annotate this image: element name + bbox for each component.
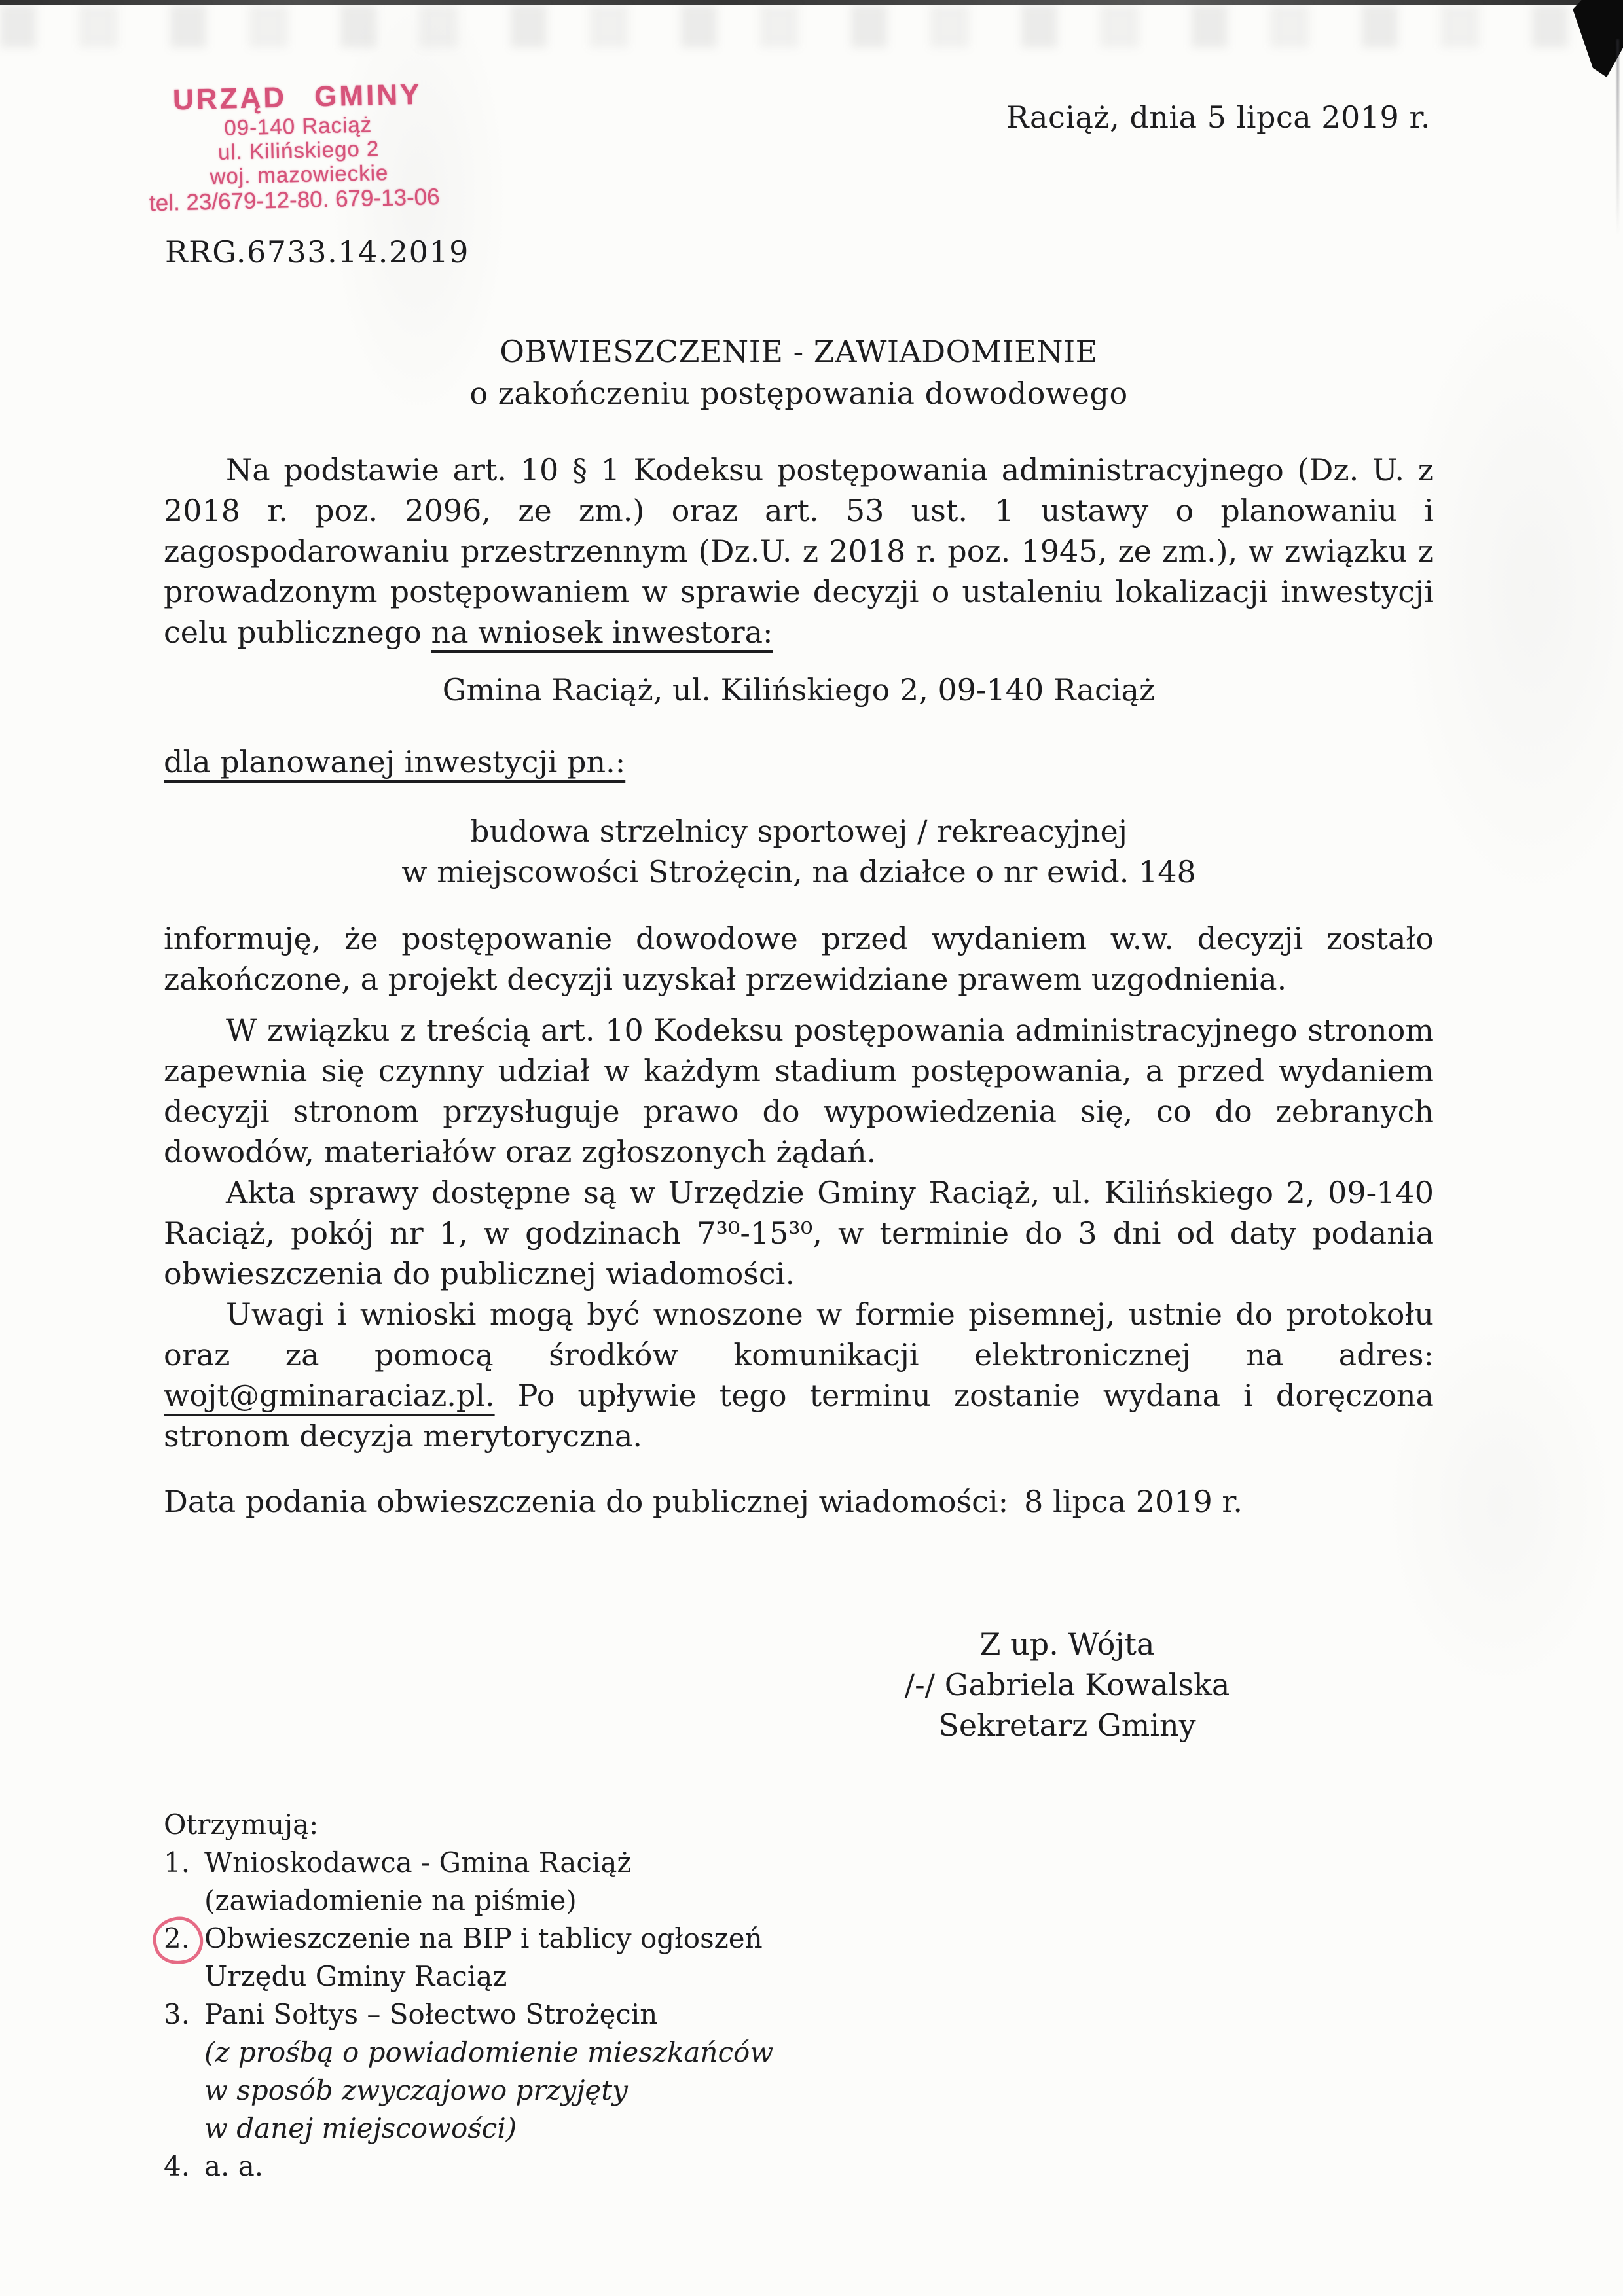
recipient-1-text bbox=[204, 1844, 1434, 1920]
stamp-street: ul. Kilińskiego 2 bbox=[217, 136, 380, 164]
recipient-4-number: 4. bbox=[164, 2150, 191, 2182]
signature-position-line: Sekretarz Gminy bbox=[938, 1708, 1196, 1743]
recipient-4-line1: a. a. bbox=[204, 2150, 264, 2182]
scan-noise-band-artifact bbox=[0, 5, 1623, 48]
recipient-2-number-text: 2. bbox=[164, 1922, 191, 1954]
red-circle-annotation-icon bbox=[149, 1912, 207, 1969]
recipient-2-text bbox=[204, 1920, 1434, 1996]
investor-request-underlined: na wniosek inwestora: bbox=[431, 615, 773, 650]
recipient-item-4 bbox=[164, 2147, 1434, 2185]
recipient-item-1 bbox=[164, 1844, 1434, 1920]
investment-name bbox=[164, 811, 1434, 892]
email-address: wojt@gminaraciaz.pl. bbox=[164, 1378, 495, 1413]
recipient-item-3 bbox=[164, 1996, 1434, 2147]
paragraph-article10: W związku z treścią art. 10 Kodeksu postępowania administracyjnego stronom zapewnia się czynny udział w każdym stadium postępowania, a przed wydaniem decyzji stronom przysługuje prawo do wypowiedzenia się, co do zebranych dowodów, materiałów oraz zgłoszonych żądań. bbox=[164, 1013, 1434, 1170]
publication-date-line bbox=[164, 1481, 1434, 1522]
recipient-2-line1: Obwieszczenie na BIP i tablicy ogłoszeń bbox=[204, 1922, 763, 1954]
stamp-phone: tel. 23/679-12-80. 679-13-06 bbox=[149, 184, 441, 217]
recipient-3-note-line2: w sposób zwyczajowo przyjęty bbox=[204, 2074, 628, 2106]
stamp-office-name: URZĄD GMINY bbox=[172, 78, 422, 117]
case-reference-number: RRG.6733.14.2019 bbox=[165, 234, 469, 270]
recipient-3-number: 3. bbox=[164, 1998, 191, 2030]
paragraph-evidence-complete: informuję, że postępowanie dowodowe przed wydaniem w.w. decyzji zostało zakończone, a projekt decyzji uzyskał przewidziane prawem uzgodnienia. bbox=[164, 921, 1434, 997]
signature-authority-line: Z up. Wójta bbox=[979, 1626, 1155, 1662]
stamp-voivodeship: woj. mazowieckie bbox=[210, 160, 389, 189]
recipient-4-text bbox=[204, 2147, 1434, 2185]
recipient-2-line2: Urzędu Gminy Raciąz bbox=[204, 1960, 507, 1992]
recipients-list bbox=[164, 1806, 1434, 2185]
recipient-item-2 bbox=[164, 1920, 1434, 1996]
investment-label-underlined: dla planowanej inwestycji pn.: bbox=[164, 744, 626, 780]
paragraph-legal-basis-text: Na podstawie art. 10 § 1 Kodeksu postępowania administracyjnego (Dz. U. z 2018 r. poz. 2096, ze zm.) oraz art. 53 ust. 1 ustawy o planowaniu i zagospodarowaniu przestrzennym (Dz.U. z 2018 r. poz. 1945, ze zm.), w związku z prowadzonym postępowaniem w sprawie decyzji o ustaleniu lokalizacji inwestycji celu publicznego bbox=[164, 452, 1434, 650]
signature-name-line: /-/ Gabriela Kowalska bbox=[904, 1667, 1230, 1702]
scan-edge-streak-artifact bbox=[1616, 39, 1619, 236]
recipient-1-number: 1. bbox=[164, 1846, 191, 1878]
publication-date-value: 8 lipca 2019 r. bbox=[1024, 1484, 1243, 1519]
investment-name-line1: budowa strzelnicy sportowej / rekreacyjnej bbox=[470, 814, 1127, 849]
document-title bbox=[164, 331, 1434, 414]
recipient-3-line1: Pani Sołtys – Sołectwo Strożęcin bbox=[204, 1998, 658, 2030]
document-body bbox=[164, 331, 1434, 2185]
paragraph-remarks-text: Uwagi i wnioski mogą być wnoszone w formie pisemnej, ustnie do protokołu oraz za pomocą środków komunikacji elektronicznej na adres: bbox=[164, 1297, 1434, 1372]
recipient-1-line1: Wnioskodawca - Gmina Raciąż bbox=[204, 1846, 632, 1878]
paragraph-case-files: Akta sprawy dostępne są w Urzędzie Gminy Raciąż, ul. Kilińskiego 2, 09-140 Raciąż, pokój nr 1, w godzinach 7³⁰-15³⁰, w terminie do 3 dni od daty podania obwieszczenia do publicznej wiadomości. bbox=[164, 1175, 1434, 1291]
document-title-line1: OBWIESZCZENIE - ZAWIADOMIENIE bbox=[500, 334, 1098, 369]
document-title-line2: o zakończeniu postępowania dowodowego bbox=[469, 376, 1128, 411]
recipient-2-number bbox=[164, 1920, 204, 1958]
paragraph-remarks-tail: Po upływie tego terminu zostanie wydana i doręczona stronom decyzja merytoryczna. bbox=[164, 1378, 1434, 1454]
recipient-3-note-line1: (z prośbą o powiadomienie mieszkańców bbox=[204, 2036, 774, 2068]
scan-top-edge-artifact bbox=[0, 0, 1623, 5]
paragraph-remarks bbox=[164, 1294, 1434, 1456]
recipient-1-line2: (zawiadomienie na piśmie) bbox=[204, 1884, 577, 1916]
paragraph-legal-basis bbox=[164, 450, 1434, 653]
recipients-header: Otrzymują: bbox=[164, 1808, 319, 1840]
stamp-postal-city: 09-140 Raciąż bbox=[223, 112, 373, 140]
investment-name-line2: w miejscowości Strożęcin, na działce o nr ewid. 148 bbox=[401, 854, 1196, 889]
publication-date-label: Data podania obwieszczenia do publicznej wiadomości: bbox=[164, 1484, 1009, 1519]
investment-label bbox=[164, 742, 1434, 782]
place-and-date-line: Raciąż, dnia 5 lipca 2019 r. bbox=[1006, 99, 1431, 135]
office-rubber-stamp bbox=[149, 78, 444, 217]
signature-block bbox=[838, 1624, 1296, 1746]
recipient-3-text bbox=[204, 1996, 1434, 2147]
recipient-3-note-line3: w danej miejscowości) bbox=[204, 2112, 517, 2144]
investor-line: Gmina Raciąż, ul. Kilińskiego 2, 09-140 Raciąż bbox=[442, 672, 1156, 708]
